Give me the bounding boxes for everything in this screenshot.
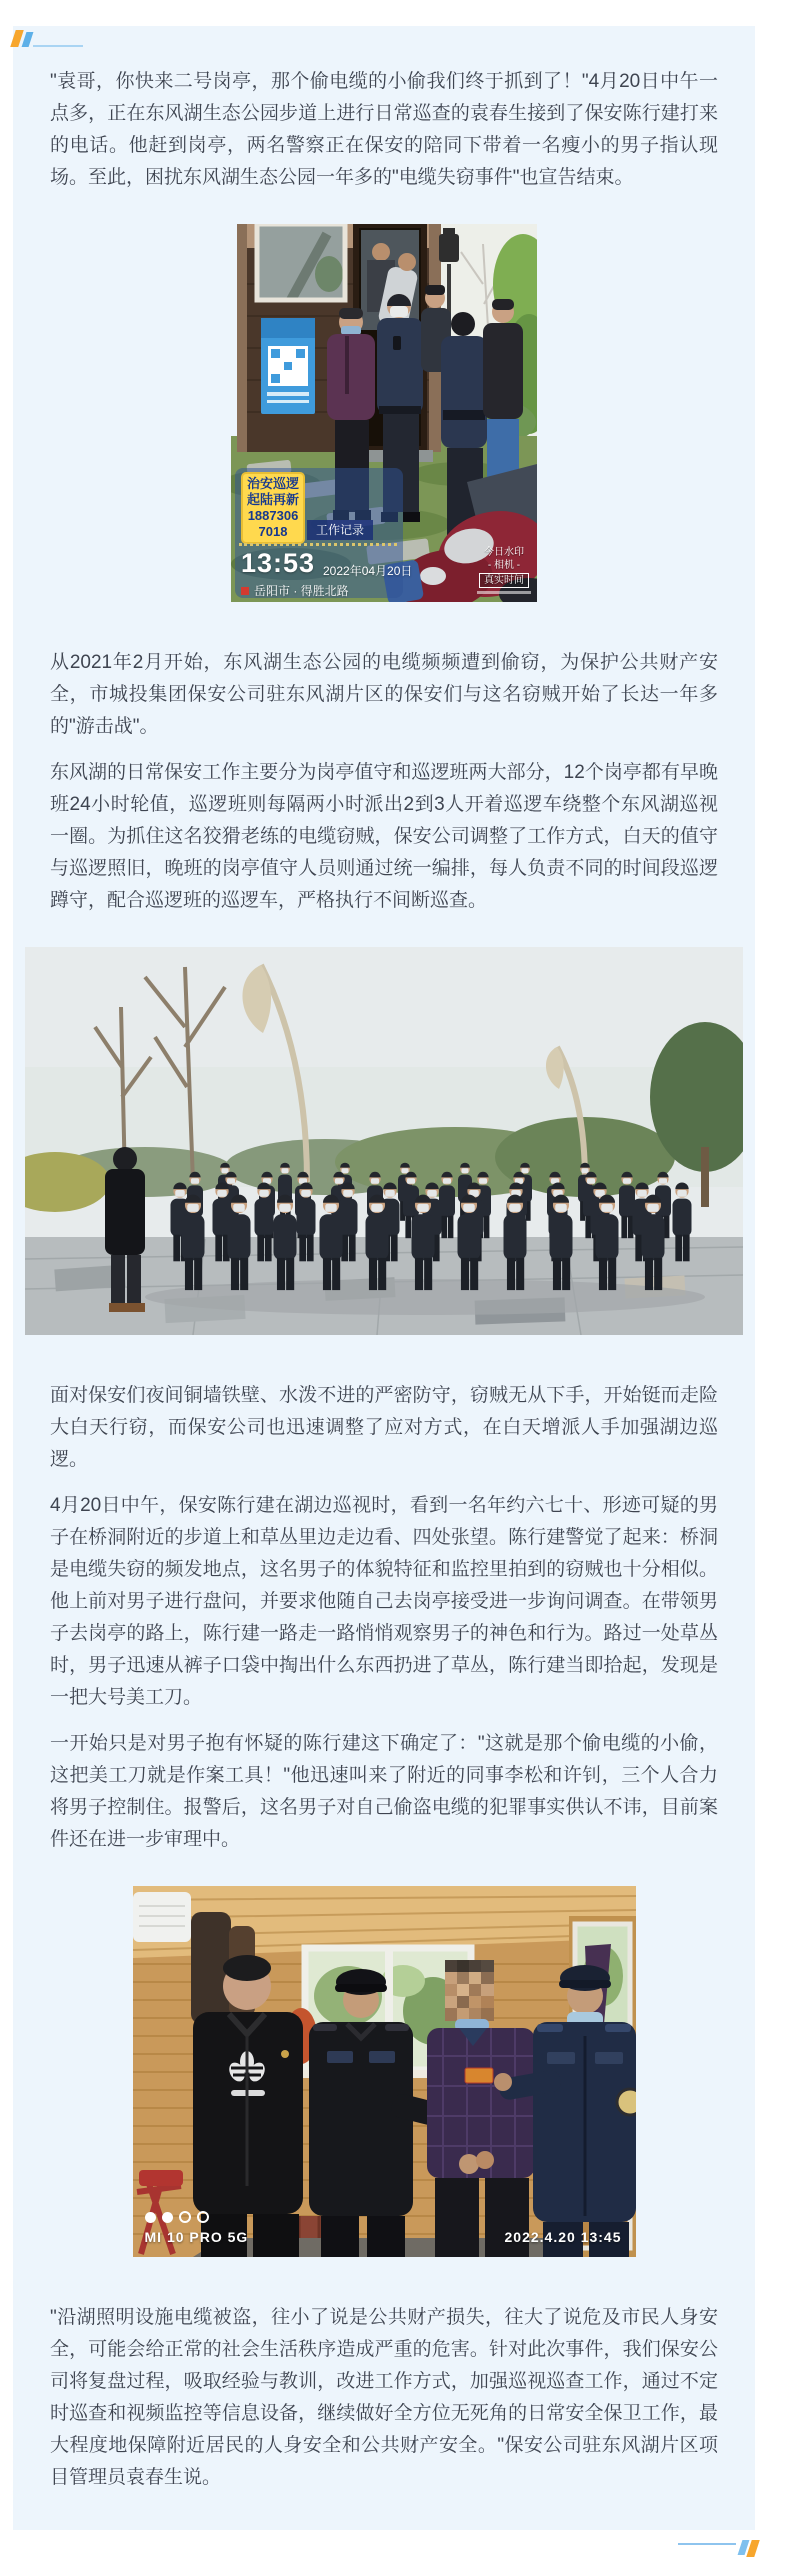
location-text: 岳阳市 · 得胜北路 [254,584,349,598]
article-panel [13,26,755,2530]
top-decoration [13,30,83,47]
paragraph-4: 面对保安们夜间铜墙铁壁、水泼不进的严密防守，窃贼无从下手，开始铤而走险大白天行窃，而保安公司也迅速调整了应对方式，在白天增派人手加强湖边巡逻。 [50,1385,718,1470]
patrol-watermark-box [241,472,305,544]
badge-line-boxed: 真实时间 [479,573,529,588]
patrol-box-phone: 7018 [258,524,288,539]
paragraph-6: 一开始只是对男子抱有怀疑的陈行建这下确定了："这就是那个偷电缆的小偷，这把美工刀就是作案工具！"他迅速叫来了附近的同事李松和许钊，三个人合力将男子控制住。报警后，这名男子对自己偷盗电缆的犯罪事实供认不讳，目前案件还在进一步审理中。 [50,1733,718,1850]
supervisor-facing-team [105,1147,145,1312]
photo-security-team-formation[interactable] [25,947,743,1335]
watermark-time: 13:53 [241,548,316,578]
watermark-date: 2022年04月20日 [323,564,413,578]
photo-suspect-identification-scene[interactable] [231,224,537,602]
watermark-location [241,582,349,599]
badge-line: - 相机 - [487,560,521,571]
photo3-illustration [133,1886,636,2257]
watermark-app-badge [477,546,531,594]
paragraph-5: 4月20日中午，保安陈行建在湖边巡视时，看到一名年约六七十、形迹可疑的男子在桥洞附近的步道上和草丛里边走边看、四处张望。陈行建警觉了起来：桥洞是电缆失窃的频发地点，这名男子的体貌特征和监控里拍到的窃贼也十分相似。他上前对男子进行盘问，并要求他随自己去岗亭接受进一步询问调查。在带领男子去岗亭的路上，陈行建一路走一路悄悄观察男子的神色和行为。路过一处草丛时，男子迅速从裤子口袋中掏出什么东西扔进了草丛，陈行建当即拾起，发现是一把大号美工刀。 [50,1495,718,1708]
paragraph-1: "袁哥，你快来二号岗亭，那个偷电缆的小偷我们终于抓到了！"4月20日中午一点多，正在东风湖生态公园步道上进行日常巡查的袁春生接到了保安陈行建打来的电话。他赶到岗亭，两名警察正在保安的陪同下带着一名瘦小的男子指认现场。至此，困扰东风湖生态公园一年多的"电缆失窃事件"也宣告结束。 [50,71,718,188]
paragraph-2: 从2021年2月开始，东风湖生态公园的电缆频频遭到偷窃，为保护公共财产安全，市城投集团保安公司驻东风湖片区的保安们与这名窃贼开始了长达一年多的"游击战"。 [50,652,718,737]
photo-arrest-in-booth[interactable] [133,1886,636,2257]
badge-fineprint [477,591,531,594]
patrol-box-phone: 1887306 [247,508,299,523]
paragraph-3: 东风湖的日常保安工作主要分为岗亭值守和巡逻班两大部分，12个岗亭都有早晚班24小时轮值，巡逻班则每隔两小时派出2到3人开着巡逻车绕整个东风湖巡视一圈。为抓住这名狡猾老练的电缆窃贼，保安公司调整了工作方式，白天的值守与巡逻照旧，晚班的岗亭值守人员则通过统一编排，每人负责不同的时间段巡逻蹲守，配合巡逻班的巡逻车，严格执行不间断巡查。 [50,762,718,911]
work-record-tag: 工作记录 [307,520,373,540]
chain-divider [239,543,397,546]
badge-line: 今日水印 [484,547,524,558]
decor-line [33,45,83,47]
photo2-illustration [25,947,743,1335]
decor-line [678,2543,736,2545]
camera-model-watermark: MI 10 PRO 5G [144,2229,249,2245]
blue-slash-icon [22,32,34,47]
patrol-box-line: 治安巡逻 [246,476,299,491]
photo-timestamp: 2022.4.20 13:45 [504,2229,622,2245]
patrol-box-line: 起陆再新 [246,492,299,507]
paragraph-7: "沿湖照明设施电缆被盗，往小了说是公共财产损失，往大了说危及市民人身安全，可能会给正常的社会生活秩序造成严重的危害。针对此次事件，我们保安公司将复盘过程，吸取经验与教训，改进工作方式，加强巡视巡查工作，通过不定时巡查和视频监控等信息设备，继续做好全方位无死角的日常安全保卫工作，最大程度地保障附近居民的人身安全和公共财产安全。"保安公司驻东风湖片区项目管理员袁春生说。 [50,2307,718,2488]
location-marker-icon [241,587,249,595]
camera-dots-icon [145,2211,215,2223]
